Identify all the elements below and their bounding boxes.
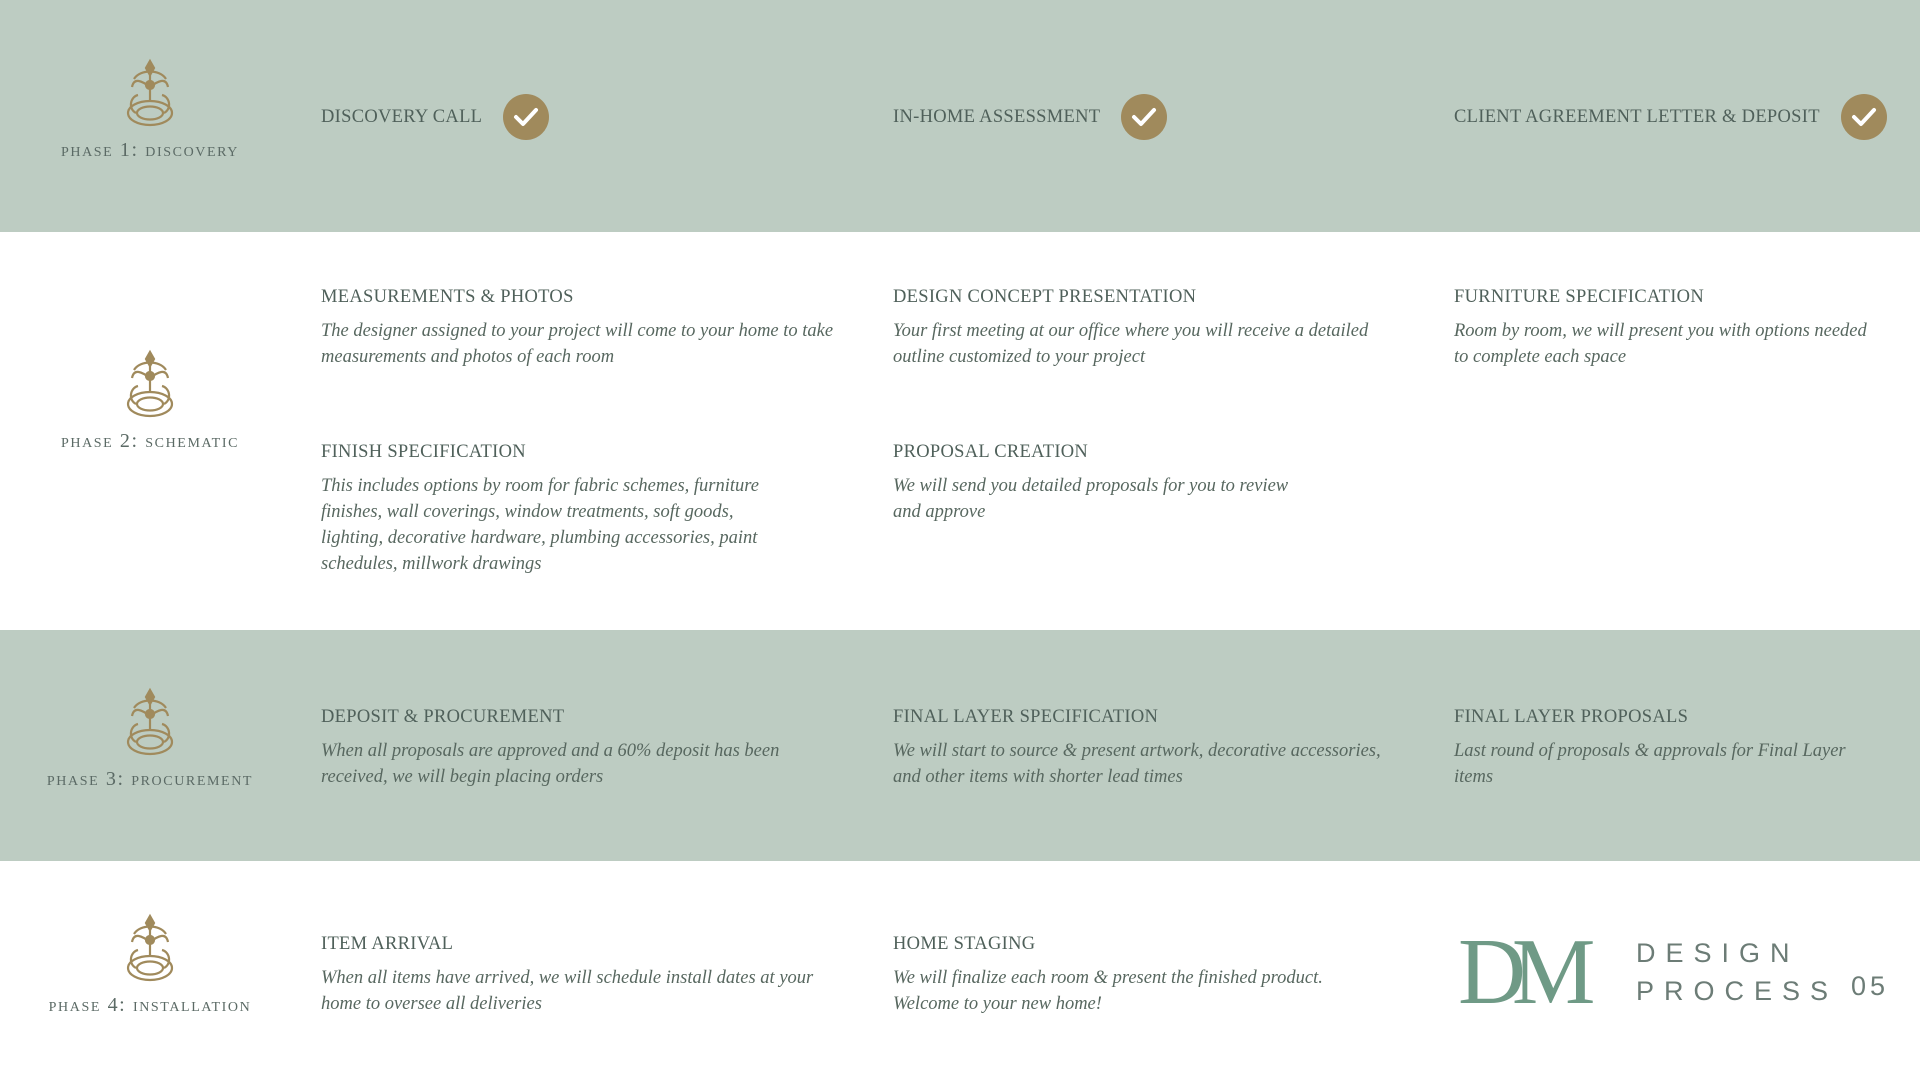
- dm-logo: [1458, 935, 1598, 1012]
- step-description: When all proposals are approved and a 60% deposit has been received, we will begin placing orders: [321, 741, 780, 787]
- step-home-staging: [893, 934, 1333, 1017]
- step-in-home-assessment: [893, 94, 1167, 140]
- phase-3-header: [0, 686, 300, 791]
- crest-emblem-icon: [120, 912, 180, 984]
- step-description: We will finalize each room & present the finished product. Welcome to your new home!: [893, 968, 1323, 1014]
- phase-1-header: [0, 57, 300, 162]
- step-title: FINAL LAYER SPECIFICATION: [893, 707, 1159, 727]
- step-title: DESIGN CONCEPT PRESENTATION: [893, 287, 1197, 307]
- step-description: We will start to source & present artwork, decorative accessories, and other items with shorter lead times: [893, 741, 1381, 787]
- step-furniture-specification: [1454, 287, 1884, 370]
- brand-line-2: PROCESS: [1636, 976, 1839, 1006]
- step-final-layer-proposals: [1454, 707, 1874, 790]
- crest-emblem-icon: [120, 348, 180, 420]
- step-title: IN-HOME ASSESSMENT: [893, 106, 1101, 127]
- step-title: MEASUREMENTS & PHOTOS: [321, 287, 574, 307]
- phase-2-header: [0, 348, 300, 453]
- step-client-agreement: [1454, 94, 1887, 140]
- step-proposal-creation: [893, 442, 1303, 525]
- step-title: CLIENT AGREEMENT LETTER & DEPOSIT: [1454, 106, 1820, 127]
- step-title: FINAL LAYER PROPOSALS: [1454, 707, 1689, 727]
- step-title: DEPOSIT & PROCUREMENT: [321, 707, 565, 727]
- checkmark-icon: [503, 94, 549, 140]
- step-description: The designer assigned to your project will come to your home to take measurements and photos of each room: [321, 321, 834, 367]
- step-measurements-photos: [321, 287, 851, 370]
- checkmark-icon: [1121, 94, 1167, 140]
- step-title: FURNITURE SPECIFICATION: [1454, 287, 1704, 307]
- step-deposit-procurement: [321, 707, 801, 790]
- phase-3-label: phase 3: procurement: [46, 768, 254, 790]
- phase-2-label: phase 2: schematic: [60, 430, 240, 452]
- crest-emblem-icon: [120, 57, 180, 129]
- logo-text: DM: [1458, 935, 1582, 1007]
- phase-4-label: phase 4: installation: [48, 994, 252, 1016]
- step-item-arrival: [321, 934, 851, 1017]
- page-number: 05: [1851, 971, 1890, 1001]
- step-description: When all items have arrived, we will schedule install dates at your home to oversee all deliveries: [321, 968, 814, 1014]
- step-title: FINISH SPECIFICATION: [321, 442, 526, 462]
- step-finish-specification: [321, 442, 791, 577]
- step-description: Last round of proposals & approvals for Final Layer items: [1454, 741, 1846, 787]
- checkmark-icon: [1841, 94, 1887, 140]
- step-design-concept: [893, 287, 1393, 370]
- brand-title: [1636, 934, 1838, 1010]
- step-description: Room by room, we will present you with options needed to complete each space: [1454, 321, 1867, 367]
- phase-4-header: [0, 912, 300, 1017]
- step-title: DISCOVERY CALL: [321, 106, 483, 127]
- step-description: We will send you detailed proposals for you to review and approve: [893, 476, 1289, 522]
- step-title: ITEM ARRIVAL: [321, 934, 454, 954]
- step-description: Your first meeting at our office where you will receive a detailed outline customized to your project: [893, 321, 1369, 367]
- step-description: This includes options by room for fabric schemes, furniture finishes, wall coverings, window treatments, soft goods, lighting, decorative hardware, plumbing accessories, paint schedules, millwork drawings: [321, 476, 759, 574]
- phase-1-label: phase 1: discovery: [60, 139, 240, 161]
- crest-emblem-icon: [120, 686, 180, 758]
- step-discovery-call: [321, 94, 549, 140]
- step-title: HOME STAGING: [893, 934, 1036, 954]
- step-final-layer-specification: [893, 707, 1383, 790]
- step-title: PROPOSAL CREATION: [893, 442, 1089, 462]
- brand-line-1: DESIGN: [1636, 938, 1800, 968]
